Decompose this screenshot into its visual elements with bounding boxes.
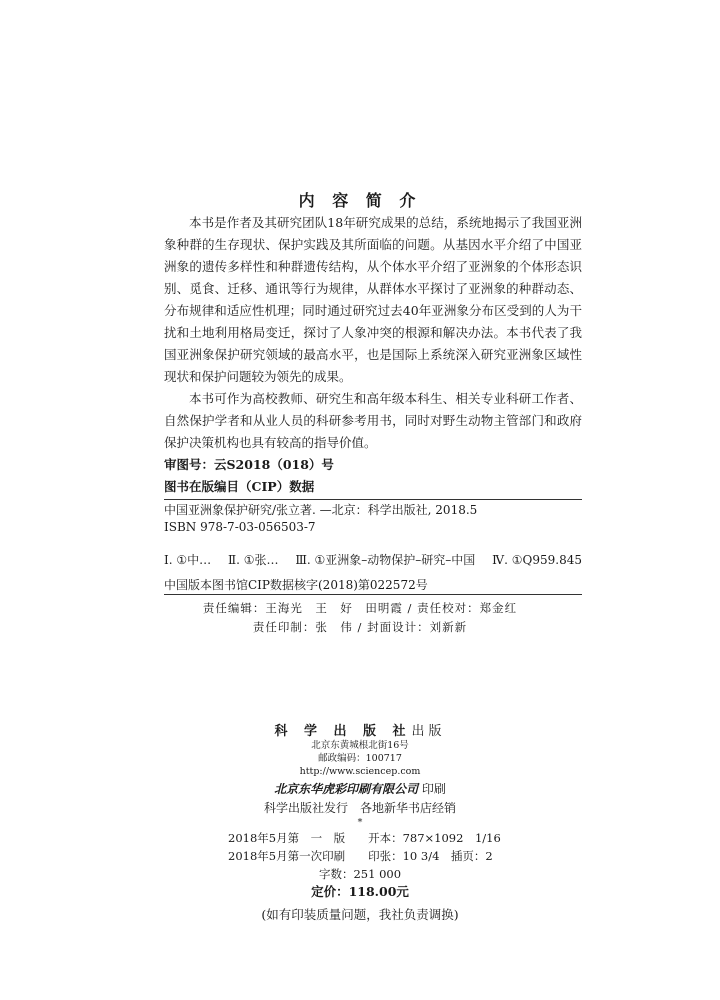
spec-printing: 2018年5月第一次印刷 — [228, 849, 346, 863]
cip-title: 图书在版编目（CIP）数据 — [164, 479, 315, 494]
publisher-name: 科 学 出 版 社 — [274, 724, 412, 739]
cip-data-block — [164, 502, 582, 594]
summary-paragraph-1: 本书是作者及其研究团队18年研究成果的总结，系统地揭示了我国亚洲象种群的生存现状、保护实践及其所面临的问题。从基因水平介绍了中国亚洲象的遗传多样性和种群遗传结构，从个体水平介绍了亚洲象的个体形态识别、觅食、迁移、通讯等行为规律，从群体水平探讨了亚洲象的种群动态、分布规律和适应性机理；同时通过研究过去40年亚洲象分布区受到的人为干扰和土地利用格局变迁，探讨了人象冲突的根源和解决办法。本书代表了我国亚洲象保护研究领域的最高水平，也是国际上系统深入研究亚洲象区域性现状和保护问题较为领先的成果。 — [164, 215, 582, 384]
summary-heading: 内 容 简 介 — [298, 191, 422, 210]
publisher-url: http://www.sciencep.com — [299, 766, 421, 777]
quality-notice: (如有印装质量问题，我社负责调换) — [261, 907, 459, 922]
summary-text — [164, 212, 582, 454]
spec-printing-row — [228, 848, 493, 865]
summary-paragraph-2: 本书可作为高校教师、研究生和高年级本科生、相关专业科研工作者、自然保护学者和从业人员的科研参考用书，同时对野生动物主管部门和政府保护决策机构也具有较高的指导价值。 — [164, 391, 582, 450]
publisher-suffix: 出版 — [411, 724, 446, 739]
cip-library-record: 中国版本图书馆CIP数据核字(2018)第022572号 — [164, 578, 428, 592]
cip-class-1: Ⅰ. ①中… — [164, 553, 212, 567]
staff-credits-1: 责任编辑：王海光 王 好 田明霞 / 责任校对：郑金红 — [202, 601, 518, 615]
spec-sheets: 印张：10 3/4 插页：2 — [368, 849, 493, 863]
cip-classification — [164, 552, 582, 569]
cip-bottom-rule — [164, 594, 582, 595]
cip-top-rule — [164, 499, 582, 500]
separator-asterisk: * — [357, 817, 363, 828]
cip-class-4: Ⅳ. ①Q959.845 — [492, 553, 582, 567]
publisher-line — [0, 720, 720, 739]
spec-edition-row — [228, 830, 501, 847]
staff-credits-2: 责任印制：张 伟 / 封面设计：刘新新 — [252, 620, 468, 634]
printer-line — [0, 780, 720, 798]
spec-edition: 2018年5月第 一 版 — [228, 831, 346, 845]
price: 定价：118.00元 — [311, 884, 409, 899]
cip-entry: 中国亚洲象保护研究/张立著. —北京：科学出版社, 2018.5 — [164, 503, 478, 517]
cip-class-3: Ⅲ. ①亚洲象–动物保护–研究–中国 — [295, 553, 476, 567]
publisher-postcode: 邮政编码：100717 — [318, 753, 402, 764]
spec-format: 开本：787×1092 1/16 — [368, 831, 501, 845]
cip-isbn: ISBN 978-7-03-056503-7 — [164, 520, 316, 534]
printer-suffix: 印刷 — [421, 782, 446, 796]
cip-class-2: Ⅱ. ①张… — [227, 553, 279, 567]
map-approval-number: 审图号：云S2018（018）号 — [164, 457, 334, 472]
distribution-line: 科学出版社发行 各地新华书店经销 — [263, 801, 456, 815]
printer-name: 北京东华虎彩印刷有限公司 — [274, 782, 419, 796]
publisher-address: 北京东黄城根北街16号 — [311, 740, 409, 751]
spec-word-count: 字数：251 000 — [318, 867, 402, 881]
cip-header — [164, 454, 334, 498]
